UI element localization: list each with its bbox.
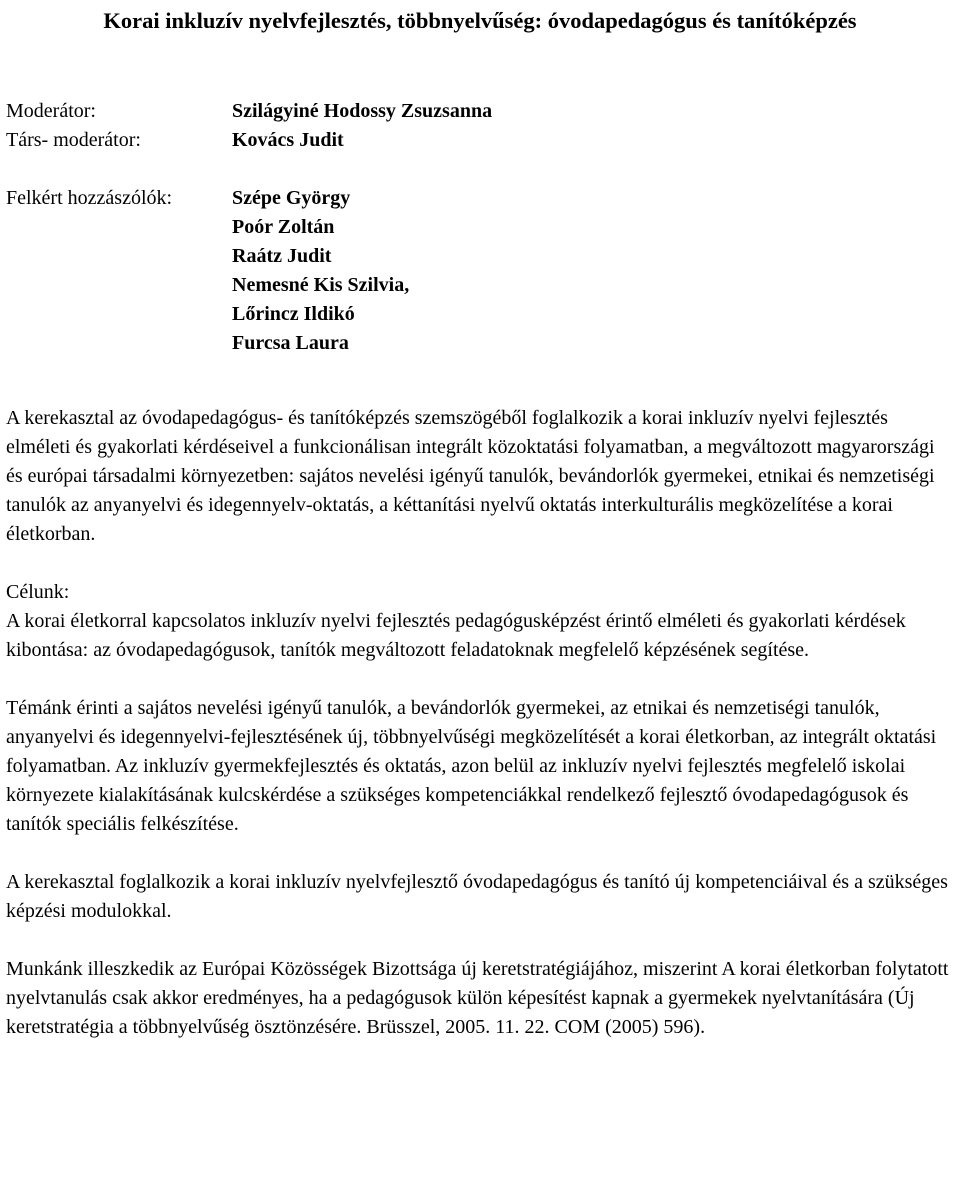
co-moderator-name: Kovács Judit: [232, 129, 344, 151]
contributor-name: Raátz Judit: [232, 245, 332, 267]
intro-paragraph: A kerekasztal az óvodapedagógus- és tanítóképzés szemszögéből foglalkozik a korai inkluzív nyelvi fejlesztés elméleti és gyakorlati kérdéseivel a funkcionálisan integrált közoktatási folyamatban, a megváltozott magyarországi és európai társadalmi környezetben: sajátos nevelési igényű tanulók, bevándorlók gyermekei, etnikai és nemzetiségi tanulók az anyanyelvi és idegennyelv-oktatás, a kéttanítási nyelvű oktatás interkulturális megközelítése a korai életkorban.: [6, 407, 935, 545]
contributor-name: Poór Zoltán: [232, 216, 335, 238]
moderator-label: Moderátor:: [6, 100, 96, 122]
moderator-row: [6, 97, 954, 126]
spacer: [6, 549, 954, 578]
contributors-label: Felkért hozzászólók:: [6, 187, 173, 209]
contributor-name: Furcsa Laura: [232, 332, 349, 354]
spacer: [6, 839, 954, 868]
competences-paragraph: A kerekasztal foglalkozik a korai inkluzív nyelvfejlesztő óvodapedagógus és tanító új kompetenciáival és a szükséges képzési modulokkal.: [6, 871, 948, 922]
topic-paragraph: Témánk érinti a sajátos nevelési igényű tanulók, a bevándorlók gyermekei, az etnikai és nemzetiségi tanulók, anyanyelvi és idegennyelvi-fejlesztésének új, többnyelvűségi megközelítését a korai életkorban, az integrált oktatási folyamatban. Az inkluzív gyermekfejlesztés és oktatás, azon belül az inkluzív nyelvi fejlesztés megfelelő iskolai környezete kialakításának kulcskérdése a szükséges kompetenciákkal rendelkező fejlesztő óvodapedagógusok és tanítók speciális felkészítése.: [6, 697, 937, 835]
co-moderator-row: [6, 126, 954, 155]
contributors-list: [232, 184, 409, 358]
page-title: Korai inkluzív nyelvfejlesztés, többnyelvűség: óvodapedagógus és tanítóképzés: [103, 8, 857, 33]
contributor-name: Szépe György: [232, 187, 351, 209]
spacer: [6, 155, 954, 184]
participants-block: [6, 97, 954, 358]
contributors-row: [6, 184, 954, 358]
spacer: [6, 665, 954, 694]
moderator-name: Szilágyiné Hodossy Zsuzsanna: [232, 100, 493, 122]
contributor-name: Lőrincz Ildikó: [232, 303, 355, 325]
goal-heading: Célunk:: [6, 581, 70, 603]
spacer: [6, 926, 954, 955]
contributor-name: Nemesné Kis Szilvia,: [232, 274, 410, 296]
framework-paragraph: Munkánk illeszkedik az Európai Közösségek Bizottsága új keretstratégiájához, miszerint A korai életkorban folytatott nyelvtanulás csak akkor eredményes, ha a pedagógusok külön képesítést kapnak a gyermekek nyelvtanítására (Új keretstratégia a többnyelvűség ösztönzésére. Brüsszel, 2005. 11. 22. COM (2005) 596).: [6, 958, 949, 1038]
co-moderator-label: Társ- moderátor:: [6, 129, 141, 151]
body-text: [6, 404, 954, 1042]
goal-paragraph: A korai életkorral kapcsolatos inkluzív nyelvi fejlesztés pedagógusképzést érintő elméleti és gyakorlati kérdések kibontása: az óvodapedagógusok, tanítók megváltozott feladatoknak megfelelő képzésének segítése.: [6, 610, 906, 661]
